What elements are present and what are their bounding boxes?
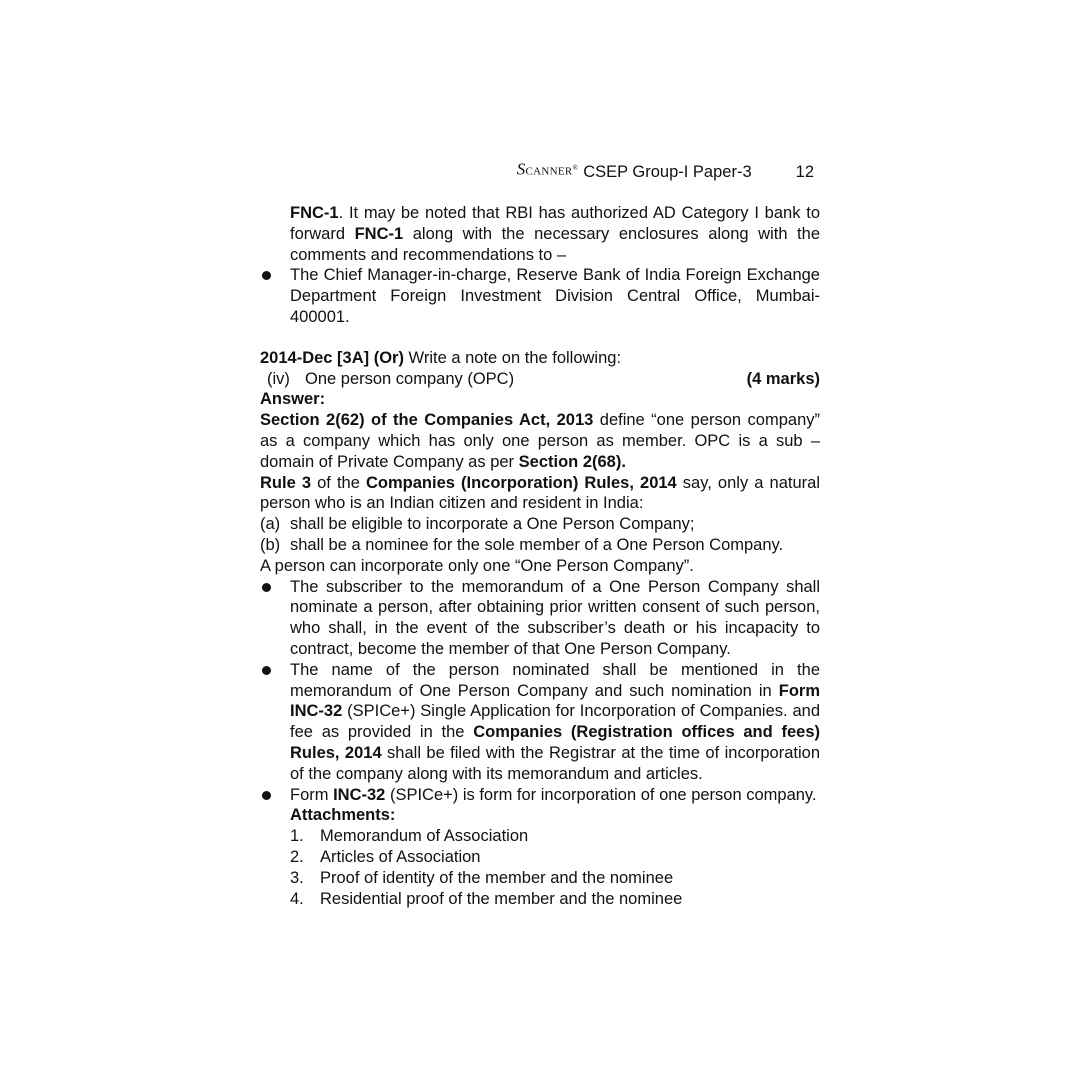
question-prompt: Write a note on the following:: [403, 348, 622, 367]
bullet-text: The subscriber to the memorandum of a One Person Company shall nominate a person, after obtaining prior written consent of such person, who shall, in the event of the subscriber’s death or his incapacity to contract, become the member of that One Person Company.: [290, 577, 820, 658]
question-item-number: (iv): [267, 369, 290, 388]
text-run: say, only a natural person who is an Indian citizen and resident in India:: [260, 473, 820, 513]
list-text: Proof of identity of the member and the nominee: [320, 868, 674, 887]
marks-label: (4 marks): [746, 369, 820, 388]
text-run: define “one person company” as a company which has only one person as member. OPC is a sub – domain of Private Company as per: [260, 411, 820, 471]
running-header: [260, 160, 820, 184]
question-item-text: One person company (OPC): [305, 369, 515, 388]
answer-paragraph-3: A person can incorporate only one “One Person Company”.: [260, 556, 694, 575]
list-item: [290, 826, 820, 847]
bold-term: Form INC-32: [290, 681, 820, 721]
answer-label: Answer:: [260, 390, 326, 409]
text-run: shall be filed with the Registrar at the time of incorporation of the company along with its memorandum and articles.: [290, 743, 820, 783]
text-run: Form: [290, 785, 334, 804]
text-run: along with the necessary enclosures along with the comments and recommendations to –: [290, 224, 820, 264]
list-text: Memorandum of Association: [320, 827, 529, 846]
bold-term: Section 2(68).: [518, 452, 626, 471]
bold-term: FNC-1: [354, 224, 404, 243]
attachments-heading: Attachments:: [290, 806, 396, 825]
page-number: 12: [795, 162, 814, 181]
bullet-item: [260, 265, 820, 327]
bold-term: Section 2(62) of the Companies Act, 2013: [260, 411, 594, 430]
bullet-icon: [262, 666, 271, 675]
list-item: [290, 868, 820, 889]
question-heading: [260, 348, 820, 369]
sub-item-label: (b): [260, 535, 281, 554]
bullet-icon: [262, 791, 271, 800]
sub-item-label: (a): [260, 515, 281, 534]
text-run: (SPICe+) Single Application for Incorporation of Companies. and fee as provided in the: [290, 702, 820, 742]
list-text: Articles of Association: [320, 847, 481, 866]
text-run: (SPICe+) is form for incorporation of one person company.: [385, 785, 817, 804]
text-run: The name of the person nominated shall be mentioned in the memorandum of One Person Company and such nomination in: [290, 660, 820, 700]
bullet-icon: [262, 271, 271, 280]
bullet-item: [260, 785, 820, 806]
answer-paragraph-1: [260, 410, 820, 472]
text-run: of the: [311, 473, 366, 492]
sub-item-text: shall be a nominee for the sole member of a One Person Company.: [290, 535, 784, 554]
attachments-list: [260, 826, 820, 909]
list-number: 4.: [290, 889, 304, 908]
list-item: [290, 889, 820, 910]
bold-term: Companies (Registration offices and fees) Rules, 2014: [290, 723, 820, 762]
bold-term: FNC-1: [290, 204, 339, 222]
running-title: CSEP Group-I Paper-3: [583, 162, 752, 181]
intro-paragraph: [260, 203, 820, 265]
text-run: . It may be noted that RBI has authorized AD Category I bank to forward: [290, 204, 820, 243]
bold-term: Companies (Incorporation) Rules, 2014: [365, 473, 677, 492]
sub-item-text: shall be eligible to incorporate a One Person Company;: [290, 515, 695, 534]
list-number: 2.: [290, 847, 304, 866]
bullet-item: [260, 577, 820, 660]
question-item: [260, 369, 820, 390]
bold-term: INC-32: [333, 785, 386, 804]
sub-item-b: [260, 535, 820, 556]
sub-item-a: [260, 514, 820, 535]
question-ref: 2014-Dec [3A] (Or): [260, 348, 404, 367]
answer-paragraph-2: [260, 473, 820, 515]
list-number: 1.: [290, 827, 304, 846]
list-item: [290, 847, 820, 868]
page-content: [260, 160, 820, 909]
list-text: Residential proof of the member and the nominee: [320, 889, 683, 908]
bullet-item: [260, 660, 820, 785]
list-number: 3.: [290, 868, 304, 887]
publisher-logo: SCANNER®: [516, 159, 579, 179]
bullet-text: The Chief Manager-in-charge, Reserve Bank of India Foreign Exchange Department Foreign Investment Division Central Office, Mumbai-400001.: [290, 266, 820, 326]
bold-term: Rule 3: [260, 473, 312, 492]
bullet-icon: [262, 583, 271, 592]
